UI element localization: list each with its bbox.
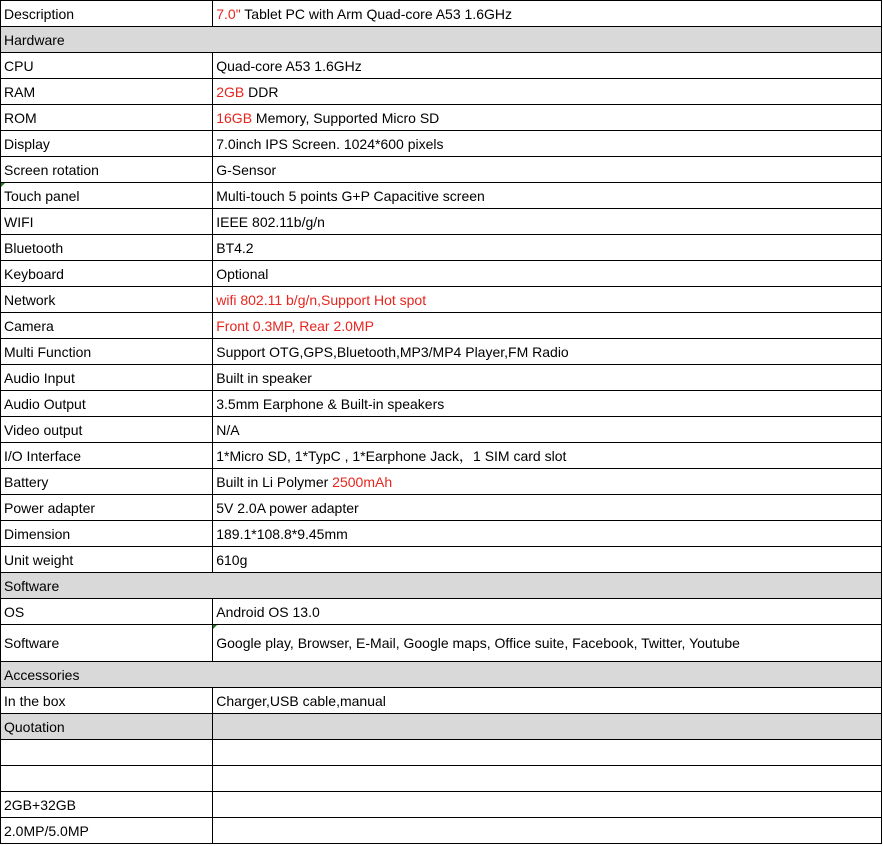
table-row xyxy=(1,391,882,417)
row-value: BT4.2 xyxy=(213,235,882,261)
row-value xyxy=(213,105,882,131)
section-title: Accessories xyxy=(1,662,882,688)
row-label: Dimension xyxy=(1,521,213,547)
row-value xyxy=(213,740,882,766)
table-row xyxy=(1,521,882,547)
table-row xyxy=(1,287,882,313)
value-text: Built in Li Polymer xyxy=(216,473,333,490)
table-row xyxy=(1,688,882,714)
row-value: 610g xyxy=(213,547,882,573)
table-row xyxy=(1,235,882,261)
table-row xyxy=(1,766,882,792)
section-header-row xyxy=(1,573,882,599)
section-header-row xyxy=(1,27,882,53)
row-value: Quad-core A53 1.6GHz xyxy=(213,53,882,79)
row-label: Power adapter xyxy=(1,495,213,521)
table-row xyxy=(1,1,882,27)
highlight-text: 2500mAh xyxy=(332,473,393,490)
highlight-text: 2GB xyxy=(216,83,245,100)
section-title: Software xyxy=(1,573,882,599)
table-row xyxy=(1,313,882,339)
row-value: 1*Micro SD, 1*TypC , 1*Earphone Jack，1 SIM card slot xyxy=(213,443,882,469)
row-label: In the box xyxy=(1,688,213,714)
section-blank-cell xyxy=(213,714,882,740)
row-label: Multi Function xyxy=(1,339,213,365)
highlight-text: 7.0" xyxy=(216,5,241,22)
comment-marker-icon xyxy=(1,183,5,187)
row-value xyxy=(213,625,882,662)
row-label: RAM xyxy=(1,79,213,105)
row-label: WIFI xyxy=(1,209,213,235)
row-value: G-Sensor xyxy=(213,157,882,183)
table-row xyxy=(1,365,882,391)
value-text: Tablet PC with Arm Quad-core A53 1.6GHz xyxy=(240,5,512,22)
row-label: Audio Output xyxy=(1,391,213,417)
row-label: Display xyxy=(1,131,213,157)
row-label: Audio Input xyxy=(1,365,213,391)
row-label: ROM xyxy=(1,105,213,131)
table-row xyxy=(1,417,882,443)
section-header-row xyxy=(1,714,882,740)
row-label: Video output xyxy=(1,417,213,443)
table-row xyxy=(1,105,882,131)
row-value: 3.5mm Earphone & Built-in speakers xyxy=(213,391,882,417)
row-label: I/O Interface xyxy=(1,443,213,469)
row-value xyxy=(213,766,882,792)
table-row xyxy=(1,209,882,235)
row-label xyxy=(1,183,213,209)
row-value xyxy=(213,1,882,27)
comment-marker-icon xyxy=(213,625,217,629)
row-value: IEEE 802.11b/g/n xyxy=(213,209,882,235)
row-value: 5V 2.0A power adapter xyxy=(213,495,882,521)
table-row xyxy=(1,469,882,495)
section-title: Hardware xyxy=(1,27,882,53)
row-value: Charger,USB cable,manual xyxy=(213,688,882,714)
label-text: Touch panel xyxy=(4,187,80,204)
row-value: Support OTG,GPS,Bluetooth,MP3/MP4 Player,FM Radio xyxy=(213,339,882,365)
table-row xyxy=(1,443,882,469)
row-label: CPU xyxy=(1,53,213,79)
row-value: N/A xyxy=(213,417,882,443)
row-value: wifi 802.11 b/g/n,Support Hot spot xyxy=(213,287,882,313)
row-value xyxy=(213,818,882,844)
value-text: Memory, Supported Micro SD xyxy=(252,109,440,126)
row-value xyxy=(213,792,882,818)
table-row xyxy=(1,547,882,573)
row-value: Optional xyxy=(213,261,882,287)
row-label: Camera xyxy=(1,313,213,339)
row-value: Built in speaker xyxy=(213,365,882,391)
row-value: Multi-touch 5 points G+P Capacitive screen xyxy=(213,183,882,209)
table-row xyxy=(1,625,882,662)
table-row xyxy=(1,157,882,183)
table-row xyxy=(1,339,882,365)
row-label: Battery xyxy=(1,469,213,495)
table-row xyxy=(1,53,882,79)
row-label: OS xyxy=(1,599,213,625)
row-value: Front 0.3MP, Rear 2.0MP xyxy=(213,313,882,339)
table-row xyxy=(1,79,882,105)
row-label: 2GB+32GB xyxy=(1,792,213,818)
table-row xyxy=(1,740,882,766)
table-row xyxy=(1,792,882,818)
row-label: Description xyxy=(1,1,213,27)
table-row xyxy=(1,261,882,287)
row-label: Unit weight xyxy=(1,547,213,573)
section-title: Quotation xyxy=(1,714,213,740)
row-value xyxy=(213,469,882,495)
highlight-text: 16GB xyxy=(216,109,253,126)
row-label: 2.0MP/5.0MP xyxy=(1,818,213,844)
table-row xyxy=(1,599,882,625)
table-row xyxy=(1,183,882,209)
row-label: Bluetooth xyxy=(1,235,213,261)
row-value: Android OS 13.0 xyxy=(213,599,882,625)
row-label xyxy=(1,766,213,792)
row-value: 189.1*108.8*9.45mm xyxy=(213,521,882,547)
row-label: Network xyxy=(1,287,213,313)
table-row xyxy=(1,131,882,157)
row-label: Screen rotation xyxy=(1,157,213,183)
section-header-row xyxy=(1,662,882,688)
row-value xyxy=(213,79,882,105)
value-text: DDR xyxy=(244,83,279,100)
value-text: Google play, Browser, E-Mail, Google maps, Office suite, Facebook, Twitter, Youtube xyxy=(216,635,740,651)
table-row xyxy=(1,495,882,521)
row-value: 7.0inch IPS Screen. 1024*600 pixels xyxy=(213,131,882,157)
row-label: Keyboard xyxy=(1,261,213,287)
row-label: Software xyxy=(1,625,213,662)
row-label xyxy=(1,740,213,766)
table-row xyxy=(1,818,882,844)
